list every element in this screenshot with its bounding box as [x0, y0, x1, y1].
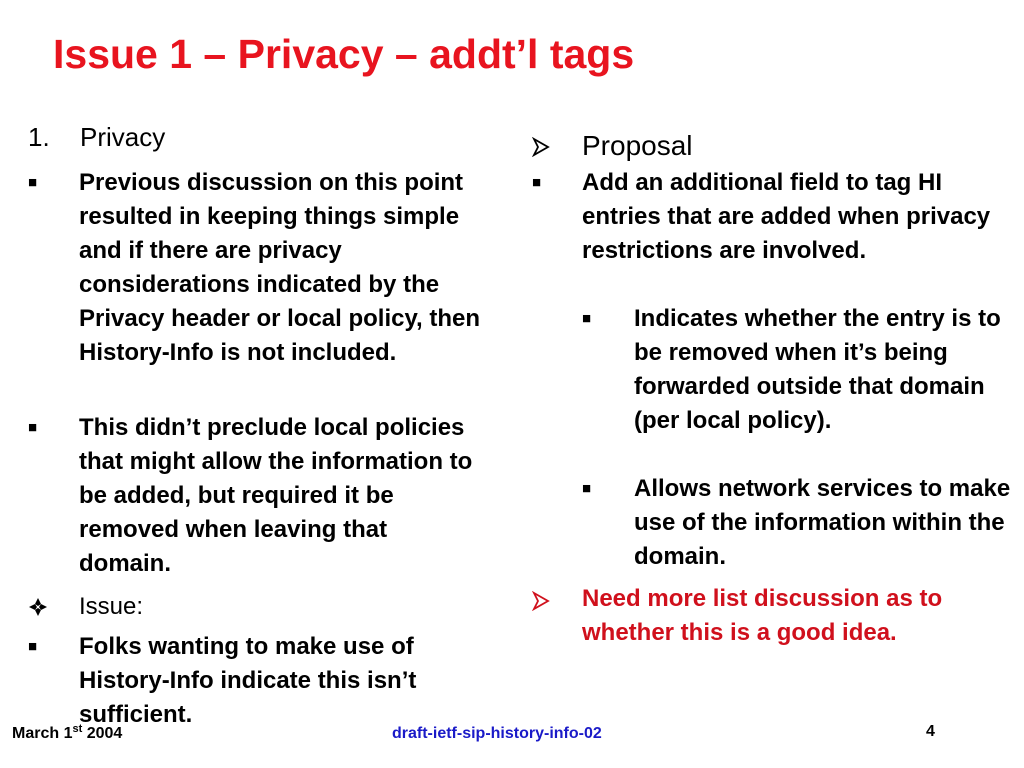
left-heading-text: Privacy — [80, 122, 166, 152]
bullet-text: Add an additional field to tag HI entries that are added when privacy restrictions are involved. — [582, 169, 991, 264]
footer-date-suffix: 2004 — [82, 725, 123, 742]
square-bullet-icon: ■ — [582, 310, 592, 327]
bullet-text: Folks wanting to make use of History-Info indicate this isn’t sufficient. — [79, 633, 417, 728]
sub-bullet-text: Indicates whether the entry is to be removed when it’s being forwarded outside that domain (per local policy). — [634, 305, 1001, 434]
square-bullet-icon: ■ — [532, 174, 542, 191]
square-bullet-icon: ■ — [28, 174, 38, 191]
bullet-text: Previous discussion on this point resulted in keeping things simple and if there are privacy considerations indicated by the Privacy header or local policy, then History-Info is not included. — [79, 169, 481, 366]
footer-draft-name: draft-ietf-sip-history-info-02 — [392, 725, 602, 742]
highlight-item — [530, 582, 1016, 650]
right-heading-text: Proposal — [582, 130, 693, 161]
highlight-text: Need more list discussion as to whether this is a good idea. — [582, 585, 943, 646]
left-heading-number: 1. — [28, 122, 50, 152]
slide-title: Issue 1 – Privacy – addt’l tags — [53, 31, 635, 77]
footer-date — [12, 722, 122, 746]
footer-date-sup: st — [72, 723, 83, 735]
square-bullet-icon: ■ — [582, 480, 592, 497]
sub-list-item — [582, 472, 1014, 574]
sub-list-item — [582, 302, 1014, 438]
right-heading — [530, 128, 1010, 164]
square-bullet-icon: ■ — [28, 419, 38, 436]
footer-date-prefix: March 1 — [12, 725, 73, 742]
list-item — [28, 166, 484, 370]
page-number: 4 — [926, 723, 935, 740]
diamond-bullet-icon — [28, 597, 48, 617]
list-item — [532, 166, 1014, 268]
arrow-bullet-icon — [530, 137, 552, 157]
bullet-text: Issue: — [79, 593, 144, 620]
issue-item — [28, 590, 484, 624]
left-heading — [28, 119, 508, 155]
bullet-text: This didn’t preclude local policies that might allow the information to be added, but required it be removed when leaving that domain. — [79, 414, 473, 577]
list-item — [28, 411, 484, 581]
list-item — [28, 630, 484, 732]
arrow-bullet-icon — [530, 591, 552, 611]
square-bullet-icon: ■ — [28, 638, 38, 655]
sub-bullet-text: Allows network services to make use of the information within the domain. — [634, 475, 1011, 570]
